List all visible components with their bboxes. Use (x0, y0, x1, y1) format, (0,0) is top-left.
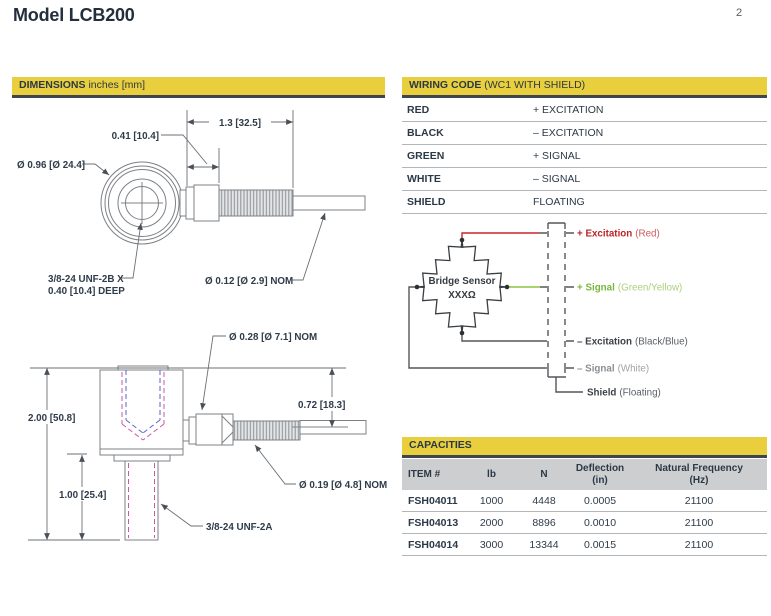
cable (293, 196, 365, 210)
table-row (402, 534, 767, 556)
deflection: 0.0010 (583, 516, 617, 529)
bridge-sensor-label: Bridge Sensor (428, 276, 496, 287)
deflection: 0.0015 (583, 538, 617, 551)
column-header-item: ITEM # (408, 468, 441, 480)
capacities-section-header (402, 437, 767, 458)
dimensions-header-label: DIMENSIONS (19, 79, 86, 91)
wiring-code-table (402, 99, 767, 214)
wire-color: BLACK (407, 127, 444, 139)
shield-wire (556, 377, 583, 392)
table-row (402, 145, 767, 168)
natural-frequency: 21100 (684, 494, 714, 507)
table-row (402, 191, 767, 214)
capacity-n: 13344 (529, 538, 559, 551)
thread-spec-line1: 3/8-24 UNF-2B X (48, 274, 124, 285)
capacity-lb: 3000 (479, 538, 504, 551)
table-row (402, 122, 767, 145)
natural-frequency: 21100 (684, 516, 714, 529)
item-number: FSH04011 (408, 494, 458, 507)
wire-color: WHITE (407, 173, 441, 185)
table-row (402, 490, 767, 512)
signal-negative-label: – Signal (White) (577, 363, 650, 375)
wire-function: – EXCITATION (533, 127, 604, 139)
bridge-resistance-label: XXXΩ (448, 290, 476, 301)
excitation-negative-wire (462, 333, 540, 341)
thread-spec-line2: 0.40 [10.4] DEEP (48, 286, 125, 297)
item-number: FSH04014 (408, 538, 459, 551)
column-header-n: N (540, 468, 548, 480)
table-row (402, 512, 767, 534)
column-header-deflection: Deflection (in) (575, 462, 625, 486)
cable-strain-relief (233, 421, 300, 440)
stud-length-dim: 1.00 [25.4] (59, 490, 107, 501)
wire-function: FLOATING (533, 196, 585, 208)
natural-frequency: 21100 (684, 538, 714, 551)
bridge-sensor-wiring-diagram (400, 215, 768, 425)
dimensions-section-header (12, 77, 385, 98)
dimensions-drawing (12, 100, 390, 562)
dimensions-header-units: inches [mm] (88, 79, 146, 91)
cable-gland (196, 414, 222, 445)
capacities-header-label: CAPACITIES (409, 439, 472, 451)
wire-function: + EXCITATION (533, 104, 604, 116)
body (100, 370, 183, 449)
wire-color: GREEN (407, 150, 445, 162)
wire-color: RED (407, 104, 430, 116)
table-row (402, 168, 767, 191)
deflection: 0.0005 (583, 494, 617, 507)
load-cell-side-view (100, 366, 366, 540)
page-number: 2 (736, 7, 743, 19)
cable-diameter-dim: Ø 0.19 [Ø 4.8] NOM (299, 480, 388, 491)
wiring-header-label: WIRING CODE (409, 79, 482, 91)
item-number: FSH04013 (408, 516, 459, 529)
wire-color: SHIELD (407, 196, 446, 208)
upper-height-dim: 0.72 [18.3] (298, 400, 346, 411)
column-header-lb: lb (487, 468, 496, 480)
shield-label: Shield (Floating) (587, 387, 661, 399)
signal-positive-label: + Signal (Green/Yellow) (577, 282, 683, 294)
cable-strain-relief (219, 190, 293, 216)
cable-diameter-dim: Ø 0.12 [Ø 2.9] NOM (205, 276, 294, 287)
capacity-lb: 2000 (479, 516, 504, 529)
wire-function: + SIGNAL (533, 150, 581, 162)
threaded-stud (125, 461, 158, 540)
wiring-header-sub: (WC1 WITH SHIELD) (484, 79, 586, 91)
total-height-dim: 2.00 [50.8] (28, 413, 76, 424)
excitation-negative-label: – Excitation (Black/Blue) (577, 336, 688, 348)
page-title: Model LCB200 (13, 5, 135, 25)
wire-function: – SIGNAL (533, 173, 581, 185)
wiring-section-header (402, 77, 767, 98)
stud-thread-spec: 3/8-24 UNF-2A (206, 522, 273, 533)
excitation-positive-wire (462, 233, 540, 240)
capacity-n: 8896 (532, 516, 556, 529)
capacity-n: 4448 (532, 494, 556, 507)
gland-diameter-dim: Ø 0.28 [Ø 7.1] NOM (229, 332, 318, 343)
capacities-table (402, 490, 767, 556)
load-cell-front-view (101, 162, 365, 244)
gland-length-dim: 0.41 [10.4] (111, 131, 159, 142)
capacity-lb: 1000 (479, 494, 504, 507)
table-row (402, 99, 767, 122)
cable-length-dim: 1.3 [32.5] (219, 118, 261, 129)
column-header-frequency: Natural Frequency (Hz) (655, 462, 743, 486)
body-diameter-dim: Ø 0.96 [Ø 24.4] (17, 160, 86, 171)
capacities-column-headers (402, 459, 767, 490)
excitation-positive-label: + Excitation (Red) (577, 228, 660, 240)
